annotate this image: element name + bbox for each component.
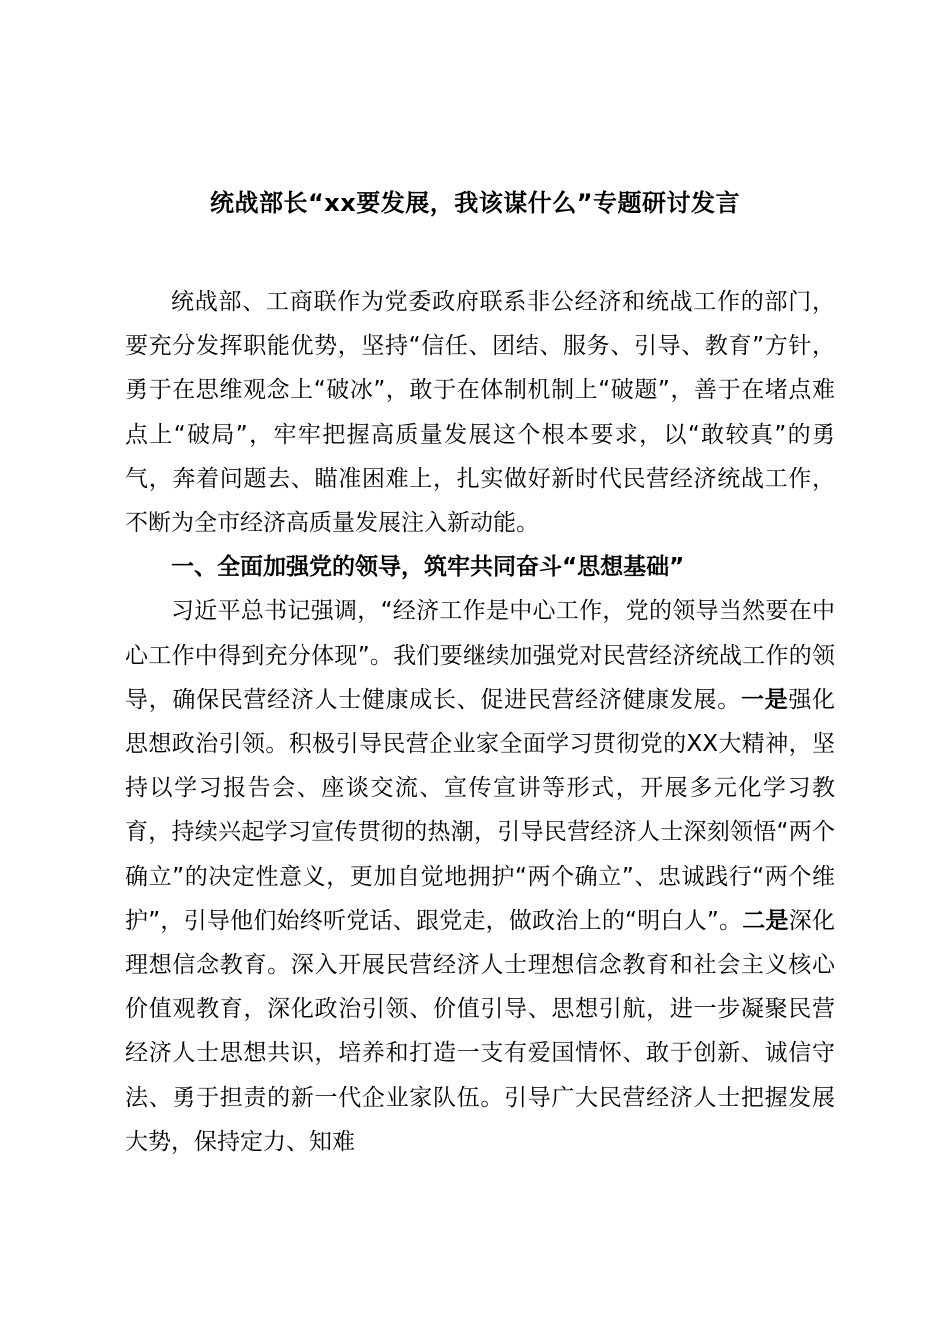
section-lead-text: 习近平总书记强调，“经济工作是中心工作，党的领导当然要在中心工作中得到充分体现”。我们要继续加强党对民营经济统战工作的领导，确保民营经济人士健康成长、促进民营经济健康发展。 [125,598,835,713]
document-body [125,280,835,1164]
point-one-label: 一是 [740,686,789,713]
point-one-text: 强化思想政治引领。积极引导民营企业家全面学习贯彻党的XX大精神，坚持以学习报告会、座谈交流、宣传宣讲等形式，开展多元化学习教育，持续兴起学习宣传贯彻的热潮，引导民营经济人士深刻领悟“两个确立”的决定性意义，更加自觉地拥护“两个确立”、忠诚践行“两个维护”，引导他们始终听党话、跟党走，做政治上的“明白人”。 [125,686,836,934]
point-two-label: 二是 [742,907,789,934]
section-paragraph [125,589,835,1164]
point-two-text: 深化理想信念教育。深入开展民营经济人士理想信念教育和社会主义核心价值观教育，深化政治引领、价值引导、思想引航，进一步凝聚民营经济人士思想共识，培养和打造一支有爱国情怀、敢于创新、诚信守法、勇于担责的新一代企业家队伍。引导广大民营经济人士把握发展大势，保持定力、知难 [125,907,835,1155]
intro-paragraph: 统战部、工商联作为党委政府联系非公经济和统战工作的部门，要充分发挥职能优势，坚持“信任、团结、服务、引导、教育”方针，勇于在思维观念上“破冰”，敢于在体制机制上“破题”，善于在堵点难点上“破局”，牢牢把握高质量发展这个根本要求，以“敢较真”的勇气，奔着问题去、瞄准困难上，扎实做好新时代民营经济统战工作，不断为全市经济高质量发展注入新动能。 [125,289,835,537]
document-title: 统战部长“xx要发展，我该谋什么”专题研讨发言 [209,189,740,217]
section-heading: 一、全面加强党的领导，筑牢共同奋斗“思想基础” [171,554,685,581]
